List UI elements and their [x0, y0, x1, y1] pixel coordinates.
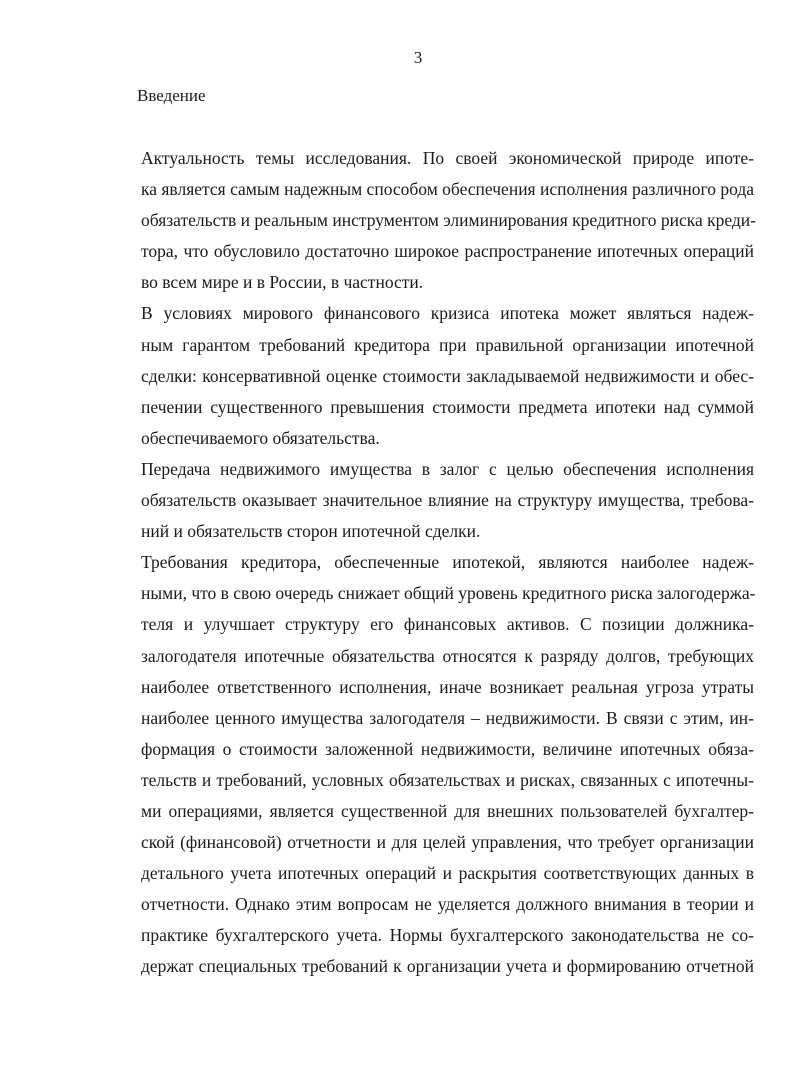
text-line: обязательств оказывает значительное влияние на структуру имущества, требова-	[141, 490, 754, 511]
text-line: ми операциями, является существенной для внешних пользователей бухгалтер-	[141, 800, 754, 821]
text-line: во всем мире и в России, в частности.	[141, 272, 424, 293]
text-line: обязательств и реальным инструментом элиминирования кредитного риска креди-	[141, 210, 756, 231]
paragraph	[92, 454, 754, 547]
paragraph	[92, 143, 754, 298]
text-line: залогодателя ипотечные обязательства относятся к разряду долгов, требующих	[141, 645, 754, 666]
text-line: детального учета ипотечных операций и раскрытия соответствующих данных в	[141, 863, 754, 884]
text-line: Требования кредитора, обеспеченные ипотекой, являются наиболее надеж-	[141, 552, 754, 573]
text-line: В условиях мирового финансового кризиса ипотека может являться надеж-	[141, 303, 754, 324]
text-line: держат специальных требований к организации учета и формированию отчетной	[141, 956, 754, 977]
text-line: тора, что обусловило достаточно широкое распространение ипотечных операций	[141, 241, 754, 262]
paragraph	[92, 298, 754, 453]
text-line: наиболее ценного имущества залогодателя – недвижимости. В связи с этим, ин-	[141, 707, 754, 728]
section-heading: Введение	[137, 86, 206, 105]
text-line: ка является самым надежным способом обеспечения исполнения различного рода	[141, 179, 754, 200]
text-line: Передача недвижимого имущества в залог с целью обеспечения исполнения	[141, 458, 754, 479]
text-line: Актуальность темы исследования. По своей экономической природе ипоте-	[141, 148, 754, 168]
paragraph	[92, 547, 754, 982]
text-line: теля и улучшает структуру его финансовых активов. С позиции должника-	[141, 614, 754, 635]
text-line: тельств и требований, условных обязательствах и рисках, связанных с ипотечны-	[141, 769, 754, 790]
page-number: 3	[413, 48, 423, 67]
text-line: формация о стоимости заложенной недвижимости, величине ипотечных обяза-	[141, 738, 754, 759]
text-line: практике бухгалтерского учета. Нормы бухгалтерского законодательства не со-	[141, 925, 754, 946]
text-line: ний и обязательств сторон ипотечной сделки.	[141, 521, 481, 542]
text-line: сделки: консервативной оценке стоимости закладываемой недвижимости и обес-	[141, 365, 754, 386]
text-line: ской (финансовой) отчетности и для целей управления, что требует организации	[141, 832, 754, 853]
body-text	[92, 143, 754, 983]
text-line: печении существенного превышения стоимости предмета ипотеки над суммой	[141, 396, 754, 417]
text-line: обеспечиваемого обязательства.	[141, 427, 380, 448]
text-line: наиболее ответственного исполнения, иначе возникает реальная угроза утраты	[141, 676, 754, 697]
text-line: ным гарантом требований кредитора при правильной организации ипотечной	[141, 334, 754, 355]
text-line: отчетности. Однако этим вопросам не уделяется должного внимания в теории и	[141, 894, 754, 915]
text-line: ными, что в свою очередь снижает общий уровень кредитного риска залогодержа-	[141, 583, 756, 604]
